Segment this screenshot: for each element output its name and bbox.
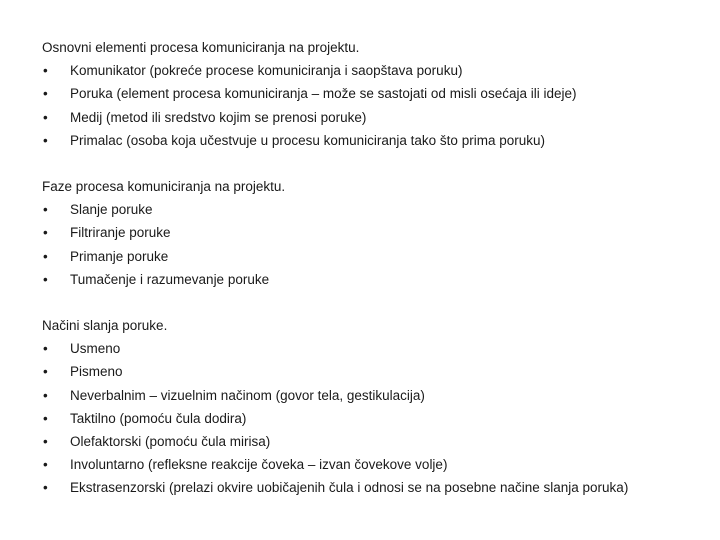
list-item-text: Ekstrasenzorski (prelazi okvire uobičajenih čula i odnosi se na posebne načine slanja poruka): [70, 480, 629, 496]
section-heading: Načini slanja poruke.: [42, 318, 168, 334]
list-item: [42, 221, 712, 244]
bullet-icon: •: [43, 271, 48, 287]
list-item: [42, 129, 712, 152]
list-item-text: Olefaktorski (pomoću čula mirisa): [70, 434, 271, 450]
bullet-icon: •: [43, 109, 48, 125]
section-communication-elements: [42, 36, 712, 152]
bullet-icon: •: [43, 341, 48, 357]
section-message-sending-methods: [42, 314, 712, 500]
list-item-text: Tumačenje i razumevanje poruke: [70, 271, 270, 287]
bullet-icon: •: [43, 202, 48, 218]
section-communication-phases: [42, 175, 712, 291]
list-item: [42, 476, 712, 499]
list-item: [42, 59, 712, 82]
list-item: [42, 384, 712, 407]
list-item-text: Filtriranje poruke: [70, 225, 171, 241]
bullet-list: [42, 59, 712, 152]
list-item: [42, 82, 712, 105]
list-item: [42, 453, 712, 476]
list-item-text: Taktilno (pomoću čula dodira): [70, 410, 247, 426]
list-item: [42, 106, 712, 129]
bullet-icon: •: [43, 480, 48, 496]
bullet-icon: •: [43, 225, 48, 241]
list-item-text: Neverbalnim – vizuelnim načinom (govor tela, gestikulacija): [70, 387, 425, 403]
bullet-icon: •: [43, 457, 48, 473]
bullet-icon: •: [43, 364, 48, 380]
list-item-text: Poruka (element procesa komuniciranja – može se sastojati od misli osećaja ili ideje): [70, 86, 577, 102]
list-item: [42, 268, 712, 291]
bullet-icon: •: [43, 248, 48, 264]
bullet-list: [42, 198, 712, 291]
bullet-icon: •: [43, 410, 48, 426]
list-item-text: Primanje poruke: [70, 248, 169, 264]
bullet-icon: •: [43, 387, 48, 403]
list-item-text: Slanje poruke: [70, 202, 153, 218]
list-item: [42, 430, 712, 453]
list-item-text: Medij (metod ili sredstvo kojim se prenosi poruke): [70, 109, 367, 125]
list-item-text: Usmeno: [70, 341, 121, 357]
document-body: [42, 36, 712, 523]
list-item: [42, 198, 712, 221]
list-item-text: Involuntarno (refleksne reakcije čoveka – izvan čovekove volje): [70, 457, 448, 473]
list-item: [42, 360, 712, 383]
bullet-icon: •: [43, 63, 48, 79]
section-heading: Faze procesa komuniciranja na projektu.: [42, 179, 286, 195]
section-heading: Osnovni elementi procesa komuniciranja na projektu.: [42, 40, 360, 55]
list-item: [42, 337, 712, 360]
bullet-icon: •: [43, 434, 48, 450]
list-item-text: Pismeno: [70, 364, 123, 380]
list-item: [42, 245, 712, 268]
list-item: [42, 407, 712, 430]
list-item-text: Primalac (osoba koja učestvuje u procesu komuniciranja tako što prima poruku): [70, 132, 545, 148]
bullet-icon: •: [43, 132, 48, 148]
bullet-list: [42, 337, 712, 499]
list-item-text: Komunikator (pokreće procese komuniciranja i saopštava poruku): [70, 63, 463, 79]
bullet-icon: •: [43, 86, 48, 102]
